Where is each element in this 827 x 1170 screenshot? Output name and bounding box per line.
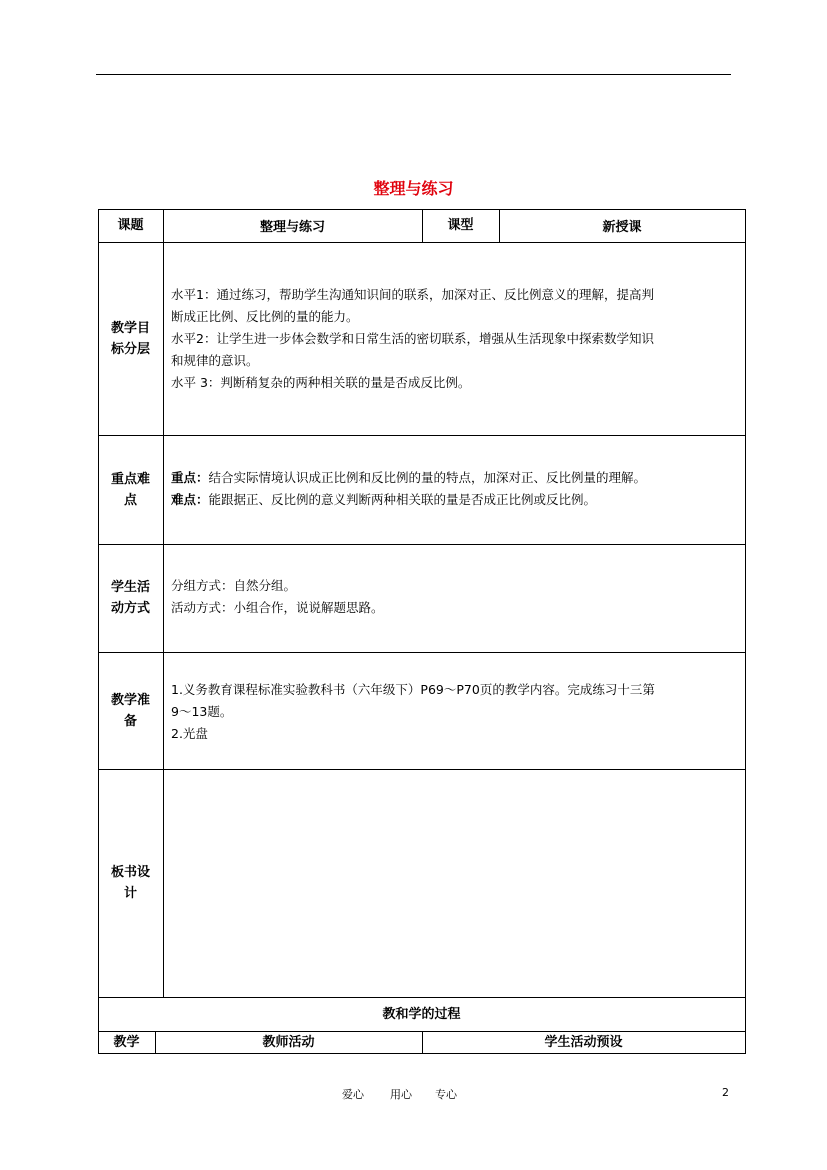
prep-line: 1.义务教育课程标准实验教科书（六年级下）P69～P70页的教学内容。完成练习十三第 (171, 682, 655, 697)
teaching-col-header: 教学 (113, 1034, 140, 1050)
board-label-line2: 计 (123, 886, 137, 901)
board-design-label (98, 769, 163, 997)
difficult-point-text: 能跟据正、反比例的意义判断两种相关联的量是否成正比例或反比例。 (208, 492, 597, 507)
header-rule (96, 74, 731, 75)
goals-line: 水平 3：判断稍复杂的两种相关联的量是否成反比例。 (171, 375, 471, 390)
footer-motto-3: 专心 (435, 1088, 457, 1101)
activity-content (171, 575, 746, 619)
goals-line: 断成正比例、反比例的量的能力。 (171, 309, 359, 324)
table-rule (98, 242, 746, 243)
key-points-content (171, 467, 746, 511)
document-title: 整理与练习 (373, 179, 454, 198)
key-point-line (171, 467, 746, 489)
activity-label-line2: 动方式 (110, 601, 150, 616)
activity-label-line1: 学生活 (110, 580, 150, 595)
activity-label (98, 544, 163, 652)
page-number: 2 (722, 1086, 729, 1099)
goals-label-line1: 教学目 (110, 320, 150, 336)
goals-line: 水平1：通过练习，帮助学生沟通知识间的联系，加深对正、反比例意义的理解，提高判 (171, 287, 654, 302)
table-rule (98, 1053, 746, 1054)
activity-line: 分组方式：自然分组。 (171, 578, 297, 593)
table-rule (98, 544, 746, 545)
table-rule (98, 435, 746, 436)
prep-label-line2: 备 (123, 713, 137, 729)
topic-label: 课题 (117, 218, 144, 233)
board-label-line1: 板书设 (110, 865, 150, 880)
key-label-line1: 重点难 (110, 471, 150, 487)
topic-value: 整理与练习 (259, 220, 325, 235)
prep-label (98, 652, 163, 769)
goals-content (171, 284, 746, 394)
table-rule (98, 652, 746, 653)
goals-line: 和规律的意识。 (171, 353, 259, 368)
footer-motto-2: 用心 (390, 1088, 412, 1101)
lesson-plan-table (98, 209, 746, 1054)
prep-line: 9～13题。 (171, 704, 233, 719)
student-activity-header: 学生活动预设 (544, 1034, 623, 1050)
goals-label-line2: 标分层 (110, 341, 150, 357)
goals-line: 水平2：让学生进一步体会数学和日常生活的密切联系，增强从生活现象中探索数学知识 (171, 331, 654, 346)
table-rule (163, 209, 164, 997)
goals-label (98, 242, 163, 435)
key-point-tag: 重点： (171, 470, 209, 485)
teacher-activity-header: 教师活动 (262, 1034, 315, 1050)
lesson-type-value: 新授课 (602, 220, 642, 235)
difficult-point-line (171, 489, 746, 511)
process-title: 教和学的过程 (382, 1006, 461, 1022)
prep-line: 2.光盘 (171, 726, 208, 741)
prep-content (171, 679, 746, 745)
footer-motto-1: 爱心 (342, 1088, 364, 1101)
table-rule (98, 769, 746, 770)
difficult-point-tag: 难点： (171, 492, 209, 507)
prep-label-line1: 教学准 (110, 692, 150, 708)
activity-line: 活动方式：小组合作，说说解题思路。 (171, 600, 384, 615)
lesson-type-label: 课型 (447, 218, 474, 233)
key-label-line2: 点 (123, 492, 137, 508)
key-points-label (98, 435, 163, 544)
key-point-text: 结合实际情境认识成正比例和反比例的量的特点，加深对正、反比例量的理解。 (208, 470, 647, 485)
